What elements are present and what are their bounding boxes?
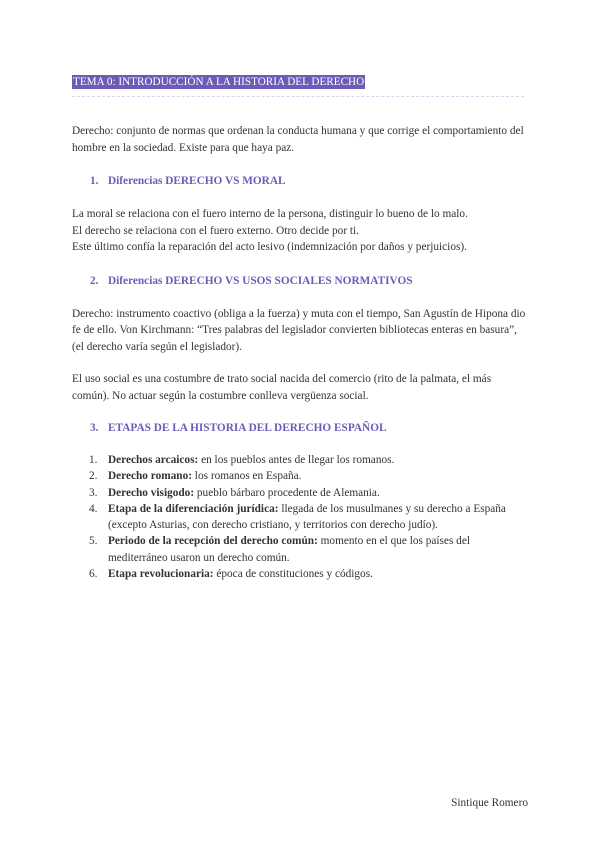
title-divider [72, 96, 524, 97]
section-number: 2. [90, 274, 99, 287]
stages-list [72, 452, 528, 582]
list-item [72, 485, 528, 501]
list-item [72, 501, 528, 534]
list-item-number: 4. [89, 502, 98, 515]
intro-paragraph: Derecho: conjunto de normas que ordenan la conducta humana y que corrige el comportamiento del hombre en la sociedad. Existe para que haya paz. [72, 125, 524, 154]
list-item [72, 452, 528, 468]
section-heading-1 [72, 173, 528, 189]
list-item-term: Derechos arcaicos: [108, 454, 199, 466]
section-2-paragraph: Derecho: instrumento coactivo (obliga a la fuerza) y muta con el tiempo, San Agustín de Hipona dio fe de ello. Von Kirchmann: “Tres palabras del legislador convierten bibliotecas enteras en basura”, (el derecho varía según el legislador). [72, 307, 526, 353]
list-item-term: Derecho visigodo: [108, 486, 195, 499]
list-item-number: 1. [89, 454, 98, 466]
list-item-text: pueblo bárbaro procedente de Alemania. [194, 486, 380, 499]
list-item-text: los romanos en España. [191, 470, 302, 483]
list-item [72, 533, 528, 566]
section-title: Diferencias DERECHO VS MORAL [108, 175, 286, 187]
section-heading-3 [72, 420, 528, 436]
section-2-paragraph: El uso social es una costumbre de trato social nacida del comercio (rito de la palmata, el más común). No actuar según la costumbre conlleva vergüenza social. [72, 373, 492, 402]
document-title: TEMA 0: INTRODUCCIÓN A LA HISTORIA DEL DERECHO [73, 76, 365, 88]
list-item [72, 468, 528, 484]
list-item [72, 566, 528, 582]
section-number: 3. [90, 422, 99, 434]
list-item-text: época de constituciones y códigos. [213, 568, 373, 581]
list-item-term: Periodo de la recepción del derecho común: [108, 535, 318, 548]
section-number: 1. [90, 175, 99, 187]
list-item-number: 6. [89, 568, 98, 581]
list-item-text: momento en el que los países del mediterráneo usaron un derecho común. [108, 535, 470, 564]
page-footer-author: Sintique Romero [451, 797, 528, 809]
title-row [72, 72, 528, 90]
section-title: ETAPAS DE LA HISTORIA DEL DERECHO ESPAÑOL [108, 422, 387, 434]
list-item-term: Etapa de la diferenciación jurídica: [108, 502, 279, 515]
document-page [72, 72, 528, 582]
section-1-body [72, 206, 528, 256]
list-item-text: en los pueblos antes de llegar los romanos. [198, 454, 395, 466]
paragraph-line: La moral se relaciona con el fuero interno de la persona, distinguir lo bueno de lo malo. [72, 208, 468, 220]
paragraph-line: El derecho se relaciona con el fuero externo. Otro decide por ti. [72, 224, 360, 237]
list-item-number: 3. [89, 486, 98, 499]
list-item-term: Derecho romano: [108, 470, 192, 483]
list-item-number: 5. [89, 535, 98, 548]
list-item-number: 2. [89, 470, 98, 483]
paragraph-line: Este último confía la reparación del acto lesivo (indemnización por daños y perjuicios). [72, 241, 467, 253]
list-item-text: llegada de los musulmanes y su derecho a España (excepto Asturias, con derecho cristiano, y territorios con derecho judío). [108, 502, 506, 532]
section-title: Diferencias DERECHO VS USOS SOCIALES NORMATIVOS [108, 274, 413, 287]
section-heading-2 [72, 273, 528, 289]
list-item-term: Etapa revolucionaria: [108, 568, 214, 581]
